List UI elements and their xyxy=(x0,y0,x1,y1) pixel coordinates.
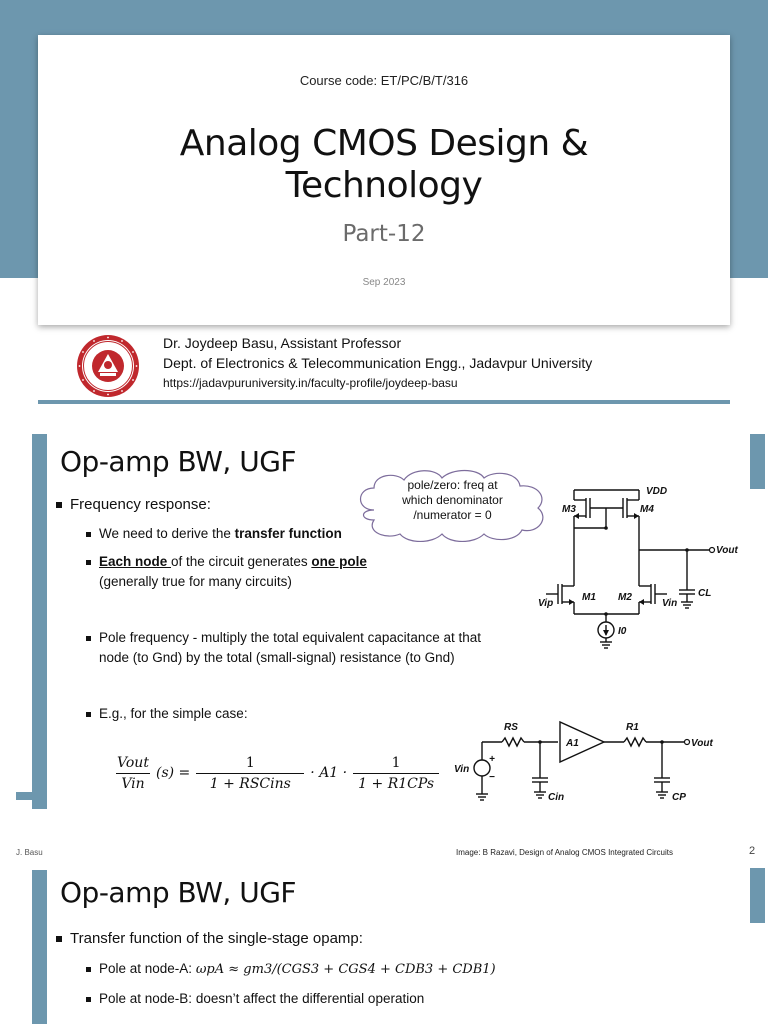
page-number: 2 xyxy=(749,845,756,857)
eq-fraction-1 xyxy=(196,755,304,792)
eq-gain-term: · A1 · xyxy=(310,765,348,781)
slide-title xyxy=(38,123,730,207)
circuit2-label-plus: + xyxy=(489,754,495,765)
sub-bullet-text-line2: node (to Gnd) by the total (small-signal) resistance (to Gnd) xyxy=(99,650,455,665)
bullet-square-icon xyxy=(86,967,91,972)
circuit1-label-m3: M3 xyxy=(562,504,576,515)
slide-date: Sep 2023 xyxy=(362,277,406,288)
department-name: Dept. of Electronics & Telecommunication Engg., Jadavpur University xyxy=(163,355,593,371)
bold-underlined-text: one pole xyxy=(311,554,367,569)
circuit2-label-cp: CP xyxy=(672,792,686,803)
eq-lhs-denominator: Vin xyxy=(121,775,145,792)
sub-bullet-text: Pole frequency - multiply the total equivalent capacitance at that xyxy=(99,630,481,645)
content-slide-2 xyxy=(0,420,768,860)
circuit1-label-vdd: VDD xyxy=(646,486,668,497)
circuit1-label-vout: Vout xyxy=(716,545,738,556)
right-accent-bar xyxy=(750,434,765,489)
course-code: Course code: ET/PC/B/T/316 xyxy=(299,73,469,88)
bullet-square-icon xyxy=(86,560,91,565)
footer-image-credit: Image: B Razavi, Design of Analog CMOS Integrated Circuits xyxy=(456,848,673,857)
slide-title-line2: Technology xyxy=(285,165,483,206)
circuit2-label-cin: Cin xyxy=(548,792,565,803)
right-accent-bar xyxy=(750,868,765,923)
university-seal-icon xyxy=(76,334,140,398)
transfer-function-equation xyxy=(116,748,439,798)
circuit1-label-vin: Vin xyxy=(662,598,678,609)
bullet-text: Transfer function of the single-stage opamp: xyxy=(70,930,363,947)
circuit2-label-rs: RS xyxy=(504,722,518,733)
sub-bullet-text-line2: (generally true for many circuits) xyxy=(99,574,292,589)
sub-bullet-text: E.g., for the simple case: xyxy=(99,706,248,721)
sub-bullet-text: Pole at node-B: doesn’t affect the differential operation xyxy=(99,991,425,1006)
amplifier-chain-schematic xyxy=(448,712,718,822)
author-name: Dr. Joydeep Basu, Assistant Professor xyxy=(163,335,402,351)
eq-lhs-numerator: Vout xyxy=(117,754,149,771)
bullet-square-icon xyxy=(86,532,91,537)
content-slide-3 xyxy=(0,866,768,1024)
sub-bullet-text: Pole at node-A: xyxy=(99,961,196,976)
differential-amplifier-schematic xyxy=(534,478,748,653)
circuit2-label-vin: Vin xyxy=(454,764,470,775)
sub-bullet-example xyxy=(86,704,248,724)
title-card xyxy=(38,35,730,325)
callout-text-line3: /numerator = 0 xyxy=(413,508,492,522)
circuit2-label-a1: A1 xyxy=(566,738,579,749)
eq-lhs-fraction xyxy=(116,755,150,792)
eq-f1-denominator: 1 + RSCins xyxy=(209,775,291,792)
part-label: Part-12 xyxy=(342,221,426,247)
slide-heading: Op-amp BW, UGF xyxy=(60,445,297,478)
sub-bullet-pole-frequency xyxy=(86,628,481,668)
circuit1-label-m2: M2 xyxy=(618,592,632,603)
callout-text-line1: pole/zero: freq at xyxy=(407,478,498,492)
bullet-transfer-function xyxy=(56,930,363,947)
left-accent-bar xyxy=(32,870,47,1024)
circuit2-label-minus: − xyxy=(489,772,495,783)
circuit2-label-r1: R1 xyxy=(626,722,639,733)
title-divider xyxy=(38,400,730,404)
eq-fraction-2 xyxy=(353,755,439,792)
sub-bullet-node-b xyxy=(86,989,424,1009)
circuit1-label-cl: CL xyxy=(698,588,712,599)
sub-bullet-text: of the circuit generates xyxy=(171,554,312,569)
circuit1-label-m4: M4 xyxy=(640,504,654,515)
sub-bullet-text: We need to derive the xyxy=(99,526,235,541)
sub-bullet-each-node xyxy=(86,552,367,592)
bullet-square-icon xyxy=(86,636,91,641)
callout-text-line2: which denominator xyxy=(402,493,503,507)
footer-author: J. Basu xyxy=(16,848,43,857)
eq-lhs-arg: (s) = xyxy=(156,765,191,781)
circuit1-label-m1: M1 xyxy=(582,592,596,603)
bullet-square-icon xyxy=(86,712,91,717)
bullet-square-icon xyxy=(56,936,62,942)
bullet-square-icon xyxy=(86,997,91,1002)
left-accent-foot xyxy=(16,792,32,800)
pole-equation: ωpA ≈ gm3/(CGS3 + CGS4 + CDB3 + CDB1) xyxy=(195,962,496,977)
eq-f2-denominator: 1 + R1CPs xyxy=(358,775,435,792)
bullet-text: Frequency response: xyxy=(70,496,211,513)
bold-text: transfer function xyxy=(234,526,342,541)
sub-bullet-node-a xyxy=(86,959,496,980)
slide-heading: Op-amp BW, UGF xyxy=(60,876,297,909)
left-accent-bar xyxy=(32,434,47,809)
bullet-square-icon xyxy=(56,502,62,508)
faculty-profile-link[interactable]: https://jadavpuruniversity.in/faculty-profile/joydeep-basu xyxy=(163,376,458,390)
circuit1-label-i0: I0 xyxy=(618,626,627,637)
circuit2-label-vout: Vout xyxy=(691,738,713,749)
slide-title-line1: Analog CMOS Design & xyxy=(179,123,589,164)
title-slide xyxy=(0,0,768,412)
bold-underlined-text: Each node xyxy=(99,554,172,569)
eq-f2-numerator: 1 xyxy=(391,754,401,771)
eq-f1-numerator: 1 xyxy=(245,754,255,771)
bullet-frequency-response xyxy=(56,496,211,513)
circuit1-label-vip: Vip xyxy=(538,598,554,609)
callout-text xyxy=(375,478,530,523)
sub-bullet-transfer-function xyxy=(86,524,342,544)
